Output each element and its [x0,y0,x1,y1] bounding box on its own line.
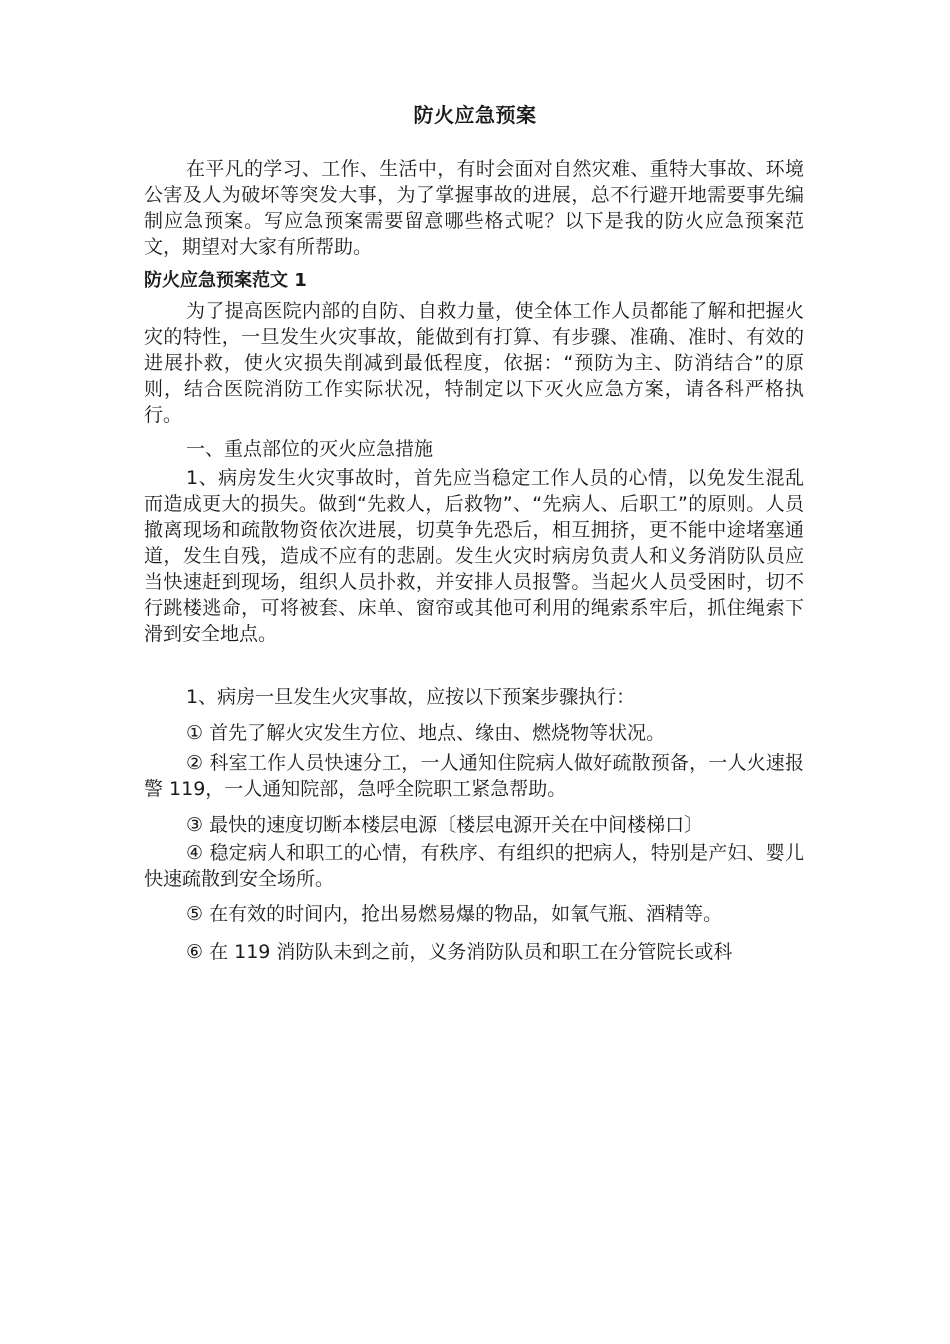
step-item: ① 首先了解火灾发生方位、地点、缘由、燃烧物等状况。 [186,722,666,744]
section-heading: 防火应急预案范文 1 [144,270,307,291]
step-item: ④ 稳定病人和职工的心情，有秩序、有组织的把病人，特别是产妇、婴儿快速疏散到安全场所。 [144,842,804,890]
intro-paragraph: 在平凡的学习、工作、生活中，有时会面对自然灾难、重特大事故、环境公害及人为破坏等突发大事，为了掌握事故的进展，总不行避开地需要事先编制应急预案。写应急预案需要留意哪些格式呢？以下是我的防火应急预案范文，期望对大家有所帮助。 [144,158,804,258]
subsection-heading: 一、重点部位的灭火应急措施 [186,438,434,460]
paragraph-steps-intro: 1、病房一旦发生火灾事故，应按以下预案步骤执行： [186,686,636,708]
step-item: ⑤ 在有效的时间内，抢出易燃易爆的物品，如氧气瓶、酒精等。 [186,903,723,925]
document-title: 防火应急预案 [413,103,537,127]
paragraph-ward-fire: 1、病房发生火灾事故时，首先应当稳定工作人员的心情，以免发生混乱而造成更大的损失。做到“先救人，后救物”、“先病人、后职工”的原则。人员撤离现场和疏散物资依次进展，切莫争先恐后，相互拥挤，更不能中途堵塞通道，发生自残，造成不应有的悲剧。发生火灾时病房负责人和义务消防队员应当快速赶到现场，组织人员扑救，并安排人员报警。当起火人员受困时，切不行跳楼逃命，可将被套、床单、窗帘或其他可利用的绳索系牢后，抓住绳索下滑到安全地点。 [144,467,804,645]
step-item: ② 科室工作人员快速分工，一人通知住院病人做好疏散预备，一人火速报警 119，一人通知院部，急呼全院职工紧急帮助。 [144,752,804,800]
paragraph-purpose: 为了提高医院内部的自防、自救力量，使全体工作人员都能了解和把握火灾的特性，一旦发生火灾事故，能做到有打算、有步骤、准确、准时、有效的进展扑救，使火灾损失削减到最低程度，依据：“预防为主、防消结合”的原则，结合医院消防工作实际状况，特制定以下灭火应急方案，请各科严格执行。 [144,300,804,426]
step-item: ⑥ 在 119 消防队未到之前，义务消防队员和职工在分管院长或科 [186,941,733,963]
step-item: ③ 最快的速度切断本楼层电源〔楼层电源开关在中间楼梯口〕 [186,814,704,836]
